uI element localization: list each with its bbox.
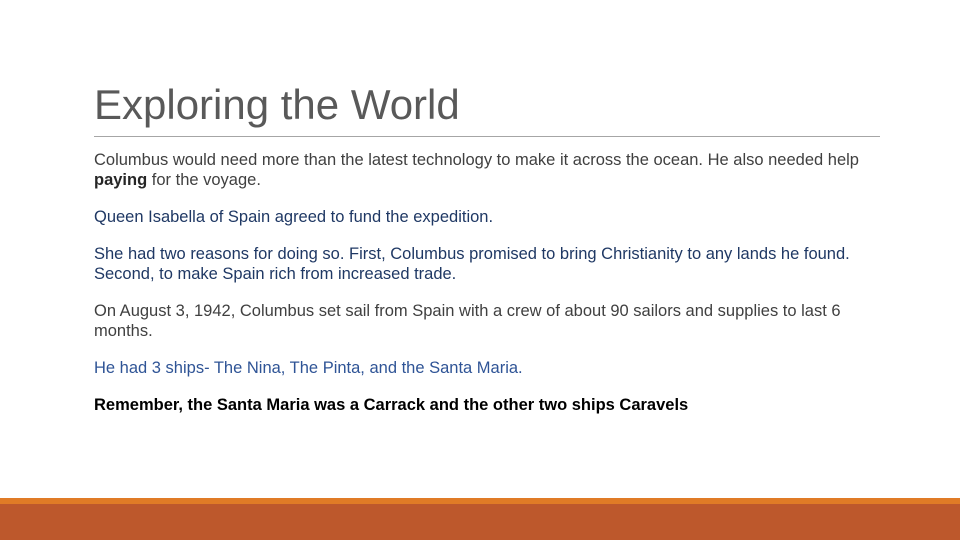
slide-title: Exploring the World (94, 81, 460, 128)
paragraph-remember: Remember, the Santa Maria was a Carrack and the other two ships Caravels (94, 396, 689, 414)
emphasis-paying: paying (94, 171, 148, 189)
paragraph-funding-need (94, 150, 880, 190)
paragraph-set-sail: On August 3, 1942, Columbus set sail from Spain with a crew of about 90 sailors and supplies to last 6 months. (94, 302, 841, 340)
paragraph-two-reasons: She had two reasons for doing so. First, Columbus promised to bring Christianity to any lands he found. Second, to make Spain rich from increased trade. (94, 245, 850, 283)
paragraph-text: for the voyage. (147, 171, 261, 189)
footer-band (0, 504, 960, 540)
paragraph-text: Columbus would need more than the latest technology to make it across the ocean. He also needed help (94, 151, 859, 169)
paragraph-three-ships: He had 3 ships- The Nina, The Pinta, and the Santa Maria. (94, 359, 523, 377)
title-divider (94, 136, 880, 137)
slide-body (94, 150, 880, 432)
paragraph-queen-isabella: Queen Isabella of Spain agreed to fund the expedition. (94, 208, 494, 226)
